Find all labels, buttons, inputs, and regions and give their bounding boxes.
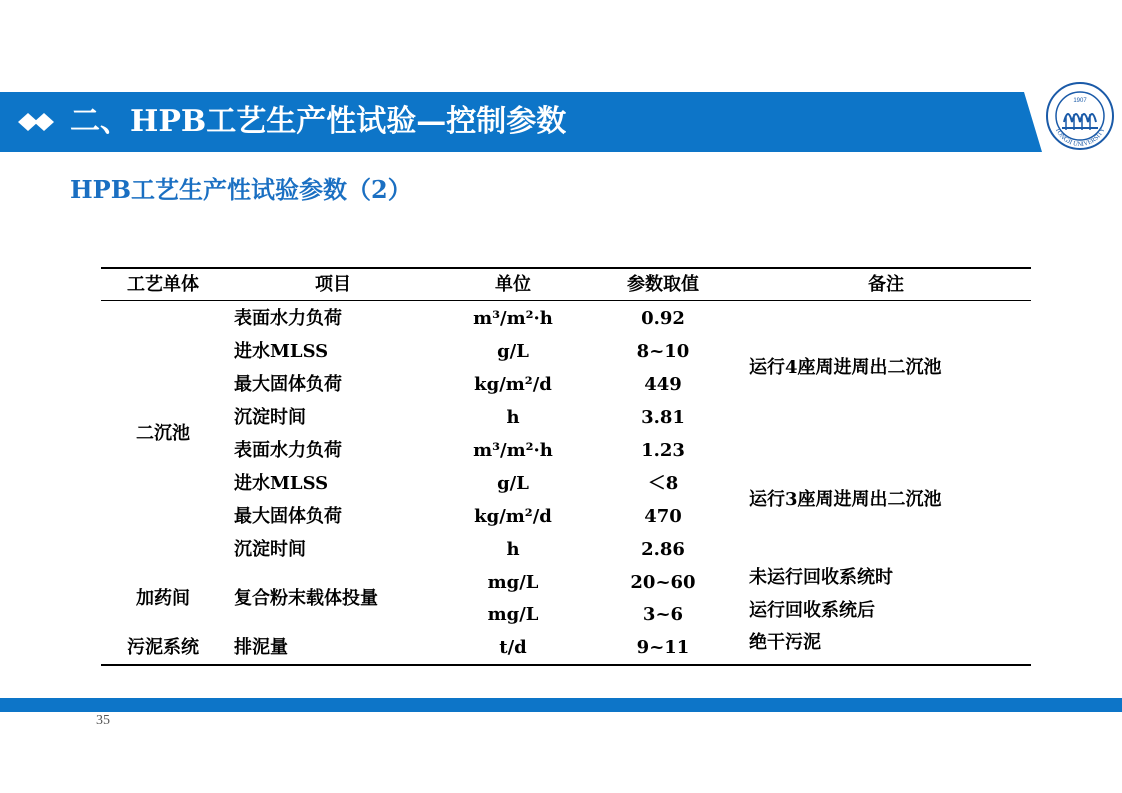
group-label-secondary-clarifier: 二沉池 bbox=[136, 423, 190, 444]
header-item: 项目 bbox=[315, 274, 351, 295]
table-row-value: ＜8 bbox=[647, 473, 679, 494]
header-unit-process: 工艺单体 bbox=[127, 274, 199, 295]
table-row-value: 3~6 bbox=[642, 604, 684, 625]
table-row-item: 进水MLSS bbox=[234, 473, 329, 494]
header-remark: 备注 bbox=[868, 274, 904, 295]
table-row-unit: kg/m²/d bbox=[474, 506, 552, 527]
table-row-item: 复合粉末载体投量 bbox=[234, 588, 378, 609]
page-title: 二、HPB工艺生产性试验—控制参数 bbox=[70, 104, 567, 139]
title-banner bbox=[0, 92, 1042, 152]
table-row-item: 最大固体负荷 bbox=[234, 374, 342, 395]
table-row-item: 沉淀时间 bbox=[234, 407, 306, 428]
section-subtitle: HPB工艺生产性试验参数（2） bbox=[70, 175, 412, 204]
table-row-item: 表面水力负荷 bbox=[234, 308, 342, 329]
university-logo bbox=[1044, 80, 1116, 152]
header-value: 参数取值 bbox=[627, 274, 699, 295]
table-row-unit: m³/m²·h bbox=[473, 308, 553, 329]
table-row-unit: mg/L bbox=[487, 604, 539, 625]
remark-dry-sludge: 绝干污泥 bbox=[749, 632, 821, 653]
table-row-unit: kg/m²/d bbox=[474, 374, 552, 395]
table-row-item: 进水MLSS bbox=[234, 341, 329, 362]
svg-text:TONGJI UNIVERSITY: TONGJI UNIVERSITY bbox=[1053, 126, 1107, 149]
table-row-value: 449 bbox=[644, 374, 682, 395]
remark-no-recovery: 未运行回收系统时 bbox=[749, 567, 893, 588]
table-row-unit: g/L bbox=[497, 473, 529, 494]
table-row-item: 排泥量 bbox=[234, 637, 288, 658]
table-row-value: 20~60 bbox=[630, 572, 696, 593]
remark-three-clarifiers: 运行3座周进周出二沉池 bbox=[749, 489, 942, 510]
table-row-value: 0.92 bbox=[641, 308, 685, 329]
table-row-unit: t/d bbox=[499, 637, 527, 658]
table-row-unit: h bbox=[506, 407, 520, 428]
remark-with-recovery: 运行回收系统后 bbox=[749, 600, 875, 621]
group-label-sludge-system: 污泥系统 bbox=[127, 637, 199, 658]
parameter-table bbox=[101, 267, 1031, 666]
table-row-item: 沉淀时间 bbox=[234, 539, 306, 560]
footer-bar bbox=[0, 698, 1122, 712]
table-row-unit: m³/m²·h bbox=[473, 440, 553, 461]
table-row-value: 470 bbox=[644, 506, 682, 527]
header-unit: 单位 bbox=[495, 274, 531, 295]
table-row-value: 1.23 bbox=[641, 440, 685, 461]
page-number: 35 bbox=[96, 713, 110, 728]
header-divider bbox=[101, 300, 1031, 301]
svg-text:1907: 1907 bbox=[1073, 98, 1087, 104]
table-row-unit: g/L bbox=[497, 341, 529, 362]
table-row-item: 表面水力负荷 bbox=[234, 440, 342, 461]
table-row-unit: mg/L bbox=[487, 572, 539, 593]
table-row-value: 8~10 bbox=[636, 341, 690, 362]
table-row-unit: h bbox=[506, 539, 520, 560]
table-row-value: 9~11 bbox=[636, 637, 690, 658]
table-row-item: 最大固体负荷 bbox=[234, 506, 342, 527]
group-label-dosing-room: 加药间 bbox=[136, 588, 190, 609]
remark-four-clarifiers: 运行4座周进周出二沉池 bbox=[749, 357, 942, 378]
table-row-value: 3.81 bbox=[641, 407, 685, 428]
table-row-value: 2.86 bbox=[641, 539, 685, 560]
